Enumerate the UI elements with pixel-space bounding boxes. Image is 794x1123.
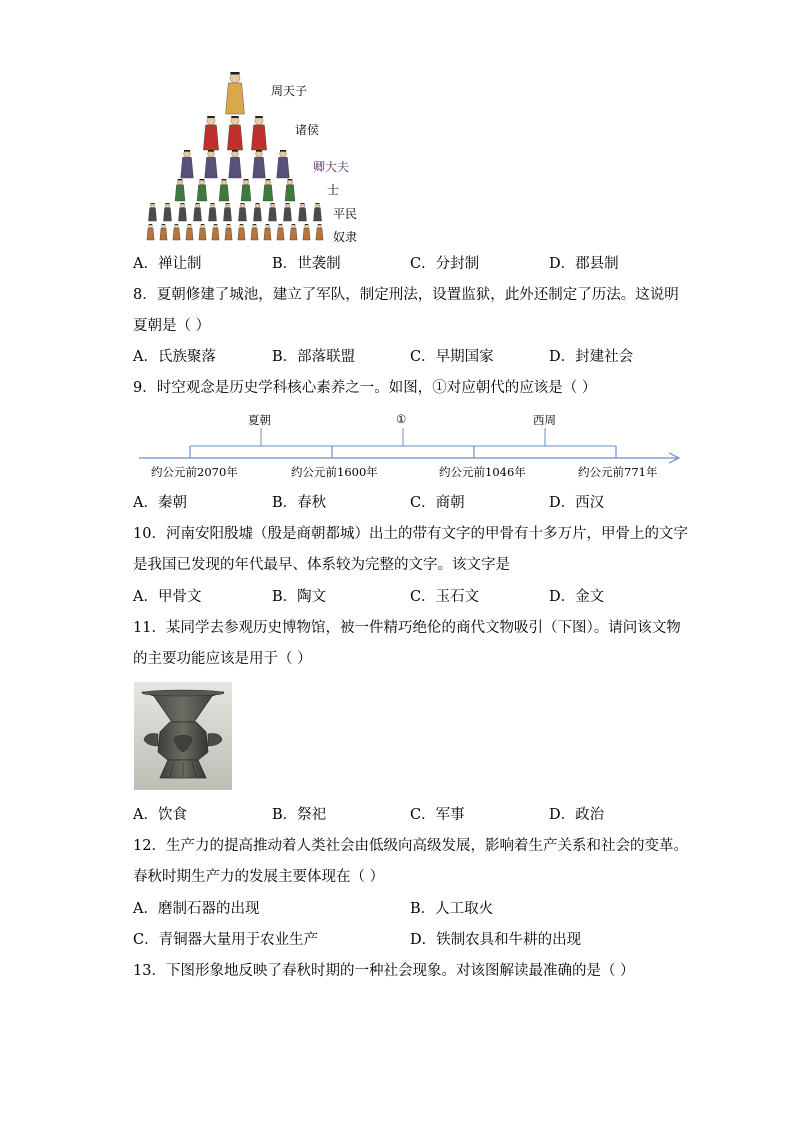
commoner-figure bbox=[268, 203, 276, 221]
commoner-figure bbox=[313, 203, 321, 221]
slave-figure bbox=[264, 224, 271, 240]
date-label-1046: 约公元前1046年 bbox=[439, 465, 526, 479]
scholar-figure bbox=[263, 179, 273, 201]
q9-option-d[interactable]: D．西汉 bbox=[549, 495, 605, 511]
q7-option-b[interactable]: B．世袭制 bbox=[272, 256, 341, 272]
slave-figure bbox=[212, 224, 219, 240]
bracket-unknown bbox=[332, 428, 474, 446]
q11-stem-line2: 的主要功能应该是用于（ ） bbox=[133, 651, 312, 667]
slave-figure bbox=[173, 224, 180, 240]
q10-stem-line1: 10．河南安阳殷墟（殷是商朝都城）出土的带有文字的甲骨有十多万片，甲骨上的文字 bbox=[133, 526, 688, 542]
q8-option-d[interactable]: D．封建社会 bbox=[549, 349, 634, 365]
bracket-western-zhou bbox=[474, 428, 616, 446]
q12-option-d[interactable]: D．铁制农具和牛耕的出现 bbox=[410, 932, 582, 948]
timeline-figure bbox=[135, 408, 695, 480]
period-label-xia: 夏朝 bbox=[248, 413, 271, 427]
commoner-figure bbox=[238, 203, 246, 221]
bronze-vessel-drawing bbox=[134, 682, 232, 790]
q8-option-c[interactable]: C．早期国家 bbox=[410, 349, 494, 365]
q13-stem: 13．下图形象地反映了春秋时期的一种社会现象。对该图解读最准确的是（ ） bbox=[133, 963, 635, 979]
slave-figure bbox=[290, 224, 297, 240]
scholar-figure bbox=[241, 179, 251, 201]
slave-figure bbox=[238, 224, 245, 240]
date-label-1600: 约公元前1600年 bbox=[291, 465, 378, 479]
scholar-figure bbox=[175, 179, 185, 201]
lord-figure bbox=[203, 116, 218, 150]
feudal-hierarchy-figure bbox=[135, 68, 375, 248]
bronze-zun-vessel-image bbox=[134, 682, 232, 790]
lord-figure bbox=[227, 116, 242, 150]
date-label-2070: 约公元前2070年 bbox=[151, 465, 238, 479]
commoner-figure bbox=[193, 203, 201, 221]
q12-option-b[interactable]: B．人工取火 bbox=[410, 901, 494, 917]
q12-stem-line1: 12．生产力的提高推动着人类社会由低级向高级发展，影响着生产关系和社会的变革。 bbox=[133, 838, 688, 854]
scholar-figure bbox=[197, 179, 207, 201]
q9-option-c[interactable]: C．商朝 bbox=[410, 495, 465, 511]
q10-stem-line2: 是我国已发现的年代最早、体系较为完整的文字。该文字是 bbox=[133, 557, 510, 573]
commoner-figure bbox=[148, 203, 156, 221]
q7-option-a[interactable]: A．禅让制 bbox=[133, 256, 202, 272]
q11-option-a[interactable]: A．饮食 bbox=[133, 807, 187, 823]
q7-option-c[interactable]: C．分封制 bbox=[410, 256, 480, 272]
minister-figure bbox=[229, 150, 242, 178]
slave-figure bbox=[160, 224, 167, 240]
q10-option-a[interactable]: A．甲骨文 bbox=[133, 589, 202, 605]
q12-option-c[interactable]: C．青铜器大量用于农业生产 bbox=[133, 932, 319, 948]
q9-stem: 9．时空观念是历史学科核心素养之一。如图，①对应朝代的应该是（ ） bbox=[133, 380, 597, 396]
bracket-xia bbox=[190, 428, 332, 446]
minister-figure bbox=[205, 150, 218, 178]
commoner-figure bbox=[163, 203, 171, 221]
q10-option-c[interactable]: C．玉石文 bbox=[410, 589, 480, 605]
commoner-figure bbox=[178, 203, 186, 221]
q11-stem-line1: 11．某同学去参观历史博物馆，被一件精巧绝伦的商代文物吸引（下图）。请问该文物 bbox=[133, 620, 681, 636]
minister-figure bbox=[253, 150, 266, 178]
q11-option-d[interactable]: D．政治 bbox=[549, 807, 605, 823]
slave-figure bbox=[225, 224, 232, 240]
minister-figure bbox=[181, 150, 194, 178]
label-ministers: 卿大夫 bbox=[313, 160, 350, 174]
q9-option-b[interactable]: B．春秋 bbox=[272, 495, 327, 511]
label-slaves: 奴隶 bbox=[333, 230, 358, 244]
q11-option-b[interactable]: B．祭祀 bbox=[272, 807, 327, 823]
q7-option-d[interactable]: D．郡县制 bbox=[549, 256, 619, 272]
q12-option-a[interactable]: A．磨制石器的出现 bbox=[133, 901, 260, 917]
slave-figure bbox=[147, 224, 154, 240]
label-commoners: 平民 bbox=[333, 207, 358, 221]
date-label-771: 约公元前771年 bbox=[578, 465, 658, 479]
commoner-figure bbox=[223, 203, 231, 221]
lord-figure bbox=[251, 116, 266, 150]
scholar-figure bbox=[285, 179, 295, 201]
commoner-figure bbox=[253, 203, 261, 221]
king-figure bbox=[226, 72, 245, 114]
slave-figure bbox=[277, 224, 284, 240]
minister-figure bbox=[277, 150, 290, 178]
slave-figure bbox=[316, 224, 323, 240]
slave-figure bbox=[303, 224, 310, 240]
q9-option-a[interactable]: A．秦朝 bbox=[133, 495, 187, 511]
scholar-figure bbox=[219, 179, 229, 201]
slave-figure bbox=[186, 224, 193, 240]
slave-figure bbox=[251, 224, 258, 240]
label-king: 周天子 bbox=[271, 84, 308, 98]
q8-stem-line2: 夏朝是（ ） bbox=[133, 318, 211, 334]
q8-option-b[interactable]: B．部落联盟 bbox=[272, 349, 356, 365]
q10-option-b[interactable]: B．陶文 bbox=[272, 589, 327, 605]
q8-option-a[interactable]: A．氏族聚落 bbox=[133, 349, 216, 365]
period-label-western-zhou: 西周 bbox=[533, 413, 556, 427]
commoner-figure bbox=[283, 203, 291, 221]
commoner-figure bbox=[298, 203, 306, 221]
label-scholars: 士 bbox=[327, 183, 340, 197]
q12-stem-line2: 春秋时期生产力的发展主要体现在（ ） bbox=[133, 869, 385, 885]
label-lords: 诸侯 bbox=[295, 123, 320, 137]
q10-option-d[interactable]: D．金文 bbox=[549, 589, 605, 605]
q11-option-c[interactable]: C．军事 bbox=[410, 807, 465, 823]
q8-stem-line1: 8．夏朝修建了城池，建立了军队，制定刑法，设置监狱，此外还制定了历法。这说明 bbox=[133, 287, 679, 303]
commoner-figure bbox=[208, 203, 216, 221]
slave-figure bbox=[199, 224, 206, 240]
period-label-unknown: ① bbox=[396, 412, 407, 426]
